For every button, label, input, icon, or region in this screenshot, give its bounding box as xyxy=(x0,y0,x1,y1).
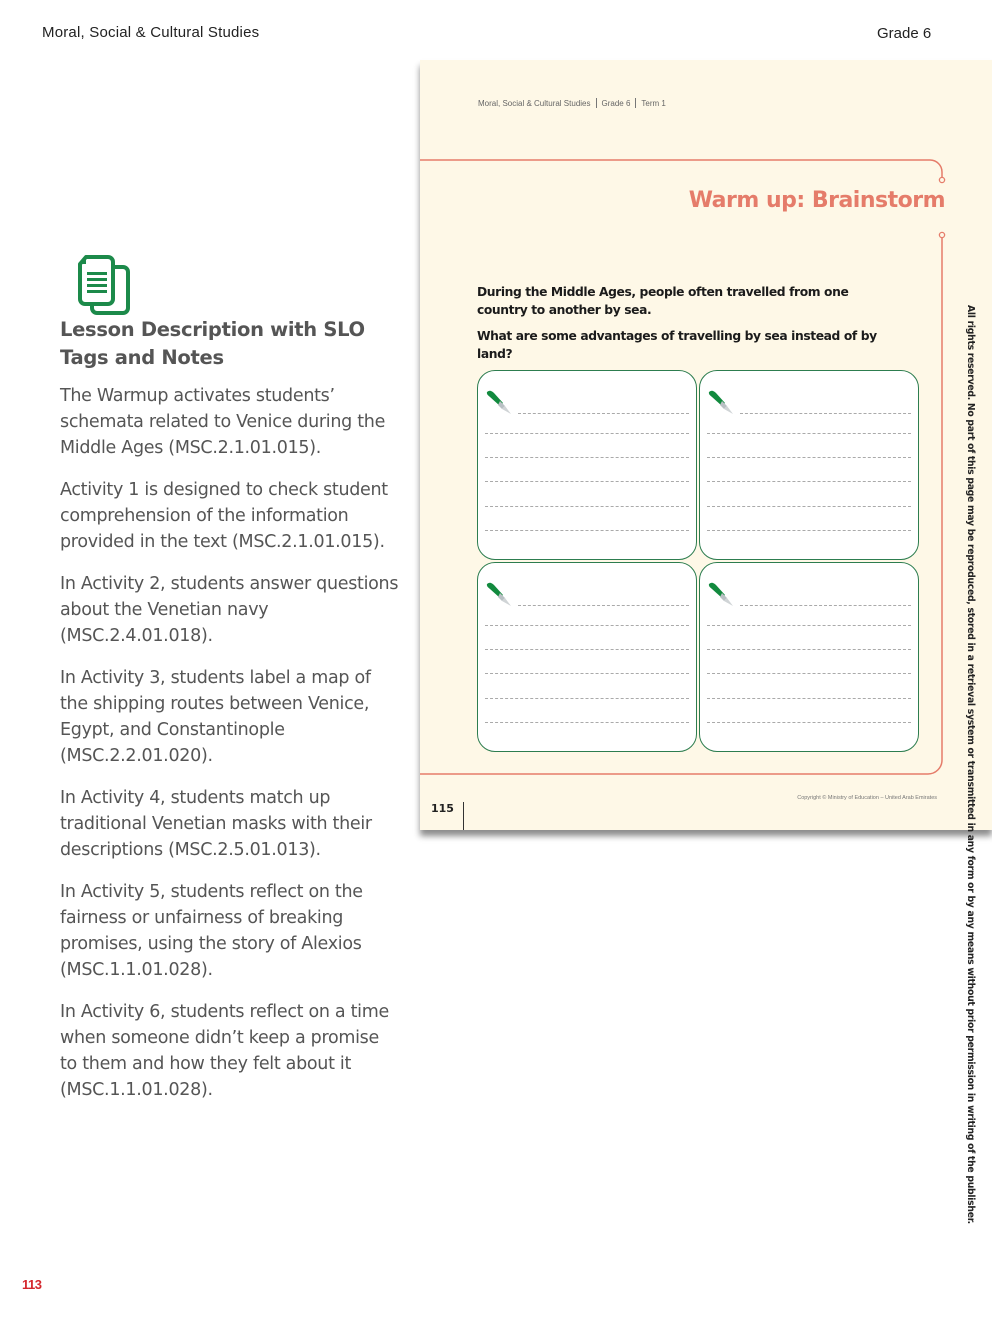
pen-icon xyxy=(484,579,514,609)
answer-grid xyxy=(477,370,922,754)
rights-notice xyxy=(964,305,976,1224)
answer-line xyxy=(485,698,689,699)
note-paragraph: In Activity 3, students label a map of the shipping routes between Venice, Egypt, and Constantinople (MSC.2.2.01.020). xyxy=(60,668,371,766)
answer-line xyxy=(707,506,911,507)
note-paragraph: In Activity 6, students reflect on a time when someone didn’t keep a promise to them and how they felt about it (MSC.1.1.01.028). xyxy=(60,1002,389,1100)
answer-box[interactable] xyxy=(699,562,919,752)
student-page xyxy=(420,60,992,830)
copyright: Copyright © Ministry of Education – United Arab Emirates xyxy=(797,795,937,801)
header-grade: Grade 6 xyxy=(877,25,932,42)
left-page-number: 113 xyxy=(22,1277,42,1292)
answer-line xyxy=(518,605,689,606)
answer-line xyxy=(485,673,689,674)
note-paragraph: The Warmup activates students’ schemata related to Venice during the Middle Ages (MSC.2.1.01.015). xyxy=(60,386,386,458)
pen-icon xyxy=(706,579,736,609)
answer-line xyxy=(740,413,911,414)
answer-line xyxy=(485,481,689,482)
answer-line xyxy=(485,649,689,650)
notes-title: Lesson Description with SLO Tags and Notes xyxy=(60,318,365,369)
answer-line xyxy=(707,625,911,626)
answer-line xyxy=(707,481,911,482)
answer-line xyxy=(485,506,689,507)
note-paragraph: In Activity 2, students answer questions about the Venetian navy (MSC.2.4.01.018). xyxy=(60,574,399,646)
prompt-context: During the Middle Ages, people often travelled from one country to another by sea. xyxy=(477,285,849,317)
answer-line xyxy=(485,433,689,434)
frame-mid-dot xyxy=(939,232,944,237)
document-copy-icon xyxy=(78,255,132,317)
student-page-number: 115 xyxy=(431,802,454,815)
answer-line xyxy=(707,698,911,699)
breadcrumb-subject: Moral, Social & Cultural Studies xyxy=(478,99,591,108)
frame-top-dot xyxy=(939,177,944,182)
frame-top-line xyxy=(420,160,942,177)
answer-line xyxy=(485,625,689,626)
page-number-divider xyxy=(463,802,464,830)
answer-line xyxy=(485,530,689,531)
prompt xyxy=(477,283,897,371)
answer-line xyxy=(485,457,689,458)
prompt-question: What are some advantages of travelling by sea instead of by land? xyxy=(477,329,877,361)
answer-box[interactable] xyxy=(477,370,697,560)
activity-title: Warm up: Brainstorm xyxy=(688,188,945,213)
answer-box[interactable] xyxy=(477,562,697,752)
answer-line xyxy=(518,413,689,414)
pen-icon xyxy=(484,387,514,417)
answer-line xyxy=(740,605,911,606)
answer-line xyxy=(707,673,911,674)
answer-line xyxy=(707,722,911,723)
answer-line xyxy=(707,530,911,531)
breadcrumb-term: Term 1 xyxy=(641,99,666,108)
note-paragraph: In Activity 4, students match up traditional Venetian masks with their descriptions (MSC.2.5.01.013). xyxy=(60,788,372,860)
answer-line xyxy=(485,722,689,723)
note-paragraph: Activity 1 is designed to check student comprehension of the information provided in the text (MSC.2.1.01.015). xyxy=(60,480,388,552)
answer-line xyxy=(707,433,911,434)
answer-box[interactable] xyxy=(699,370,919,560)
header-subject: Moral, Social & Cultural Studies xyxy=(42,24,260,41)
pen-icon xyxy=(706,387,736,417)
rights-notice-text: All rights reserved. No part of this page may be reproduced, stored in a retrieval system or transmitted in any form or by any means without prior permission in writing of the publisher. xyxy=(965,305,976,1224)
notes-body xyxy=(60,383,400,1119)
answer-line xyxy=(707,457,911,458)
note-paragraph: In Activity 5, students reflect on the fairness or unfairness of breaking promises, using the story of Alexios (MSC.1.1.01.028). xyxy=(60,882,363,980)
breadcrumb-grade: Grade 6 xyxy=(601,99,631,108)
answer-line xyxy=(707,649,911,650)
